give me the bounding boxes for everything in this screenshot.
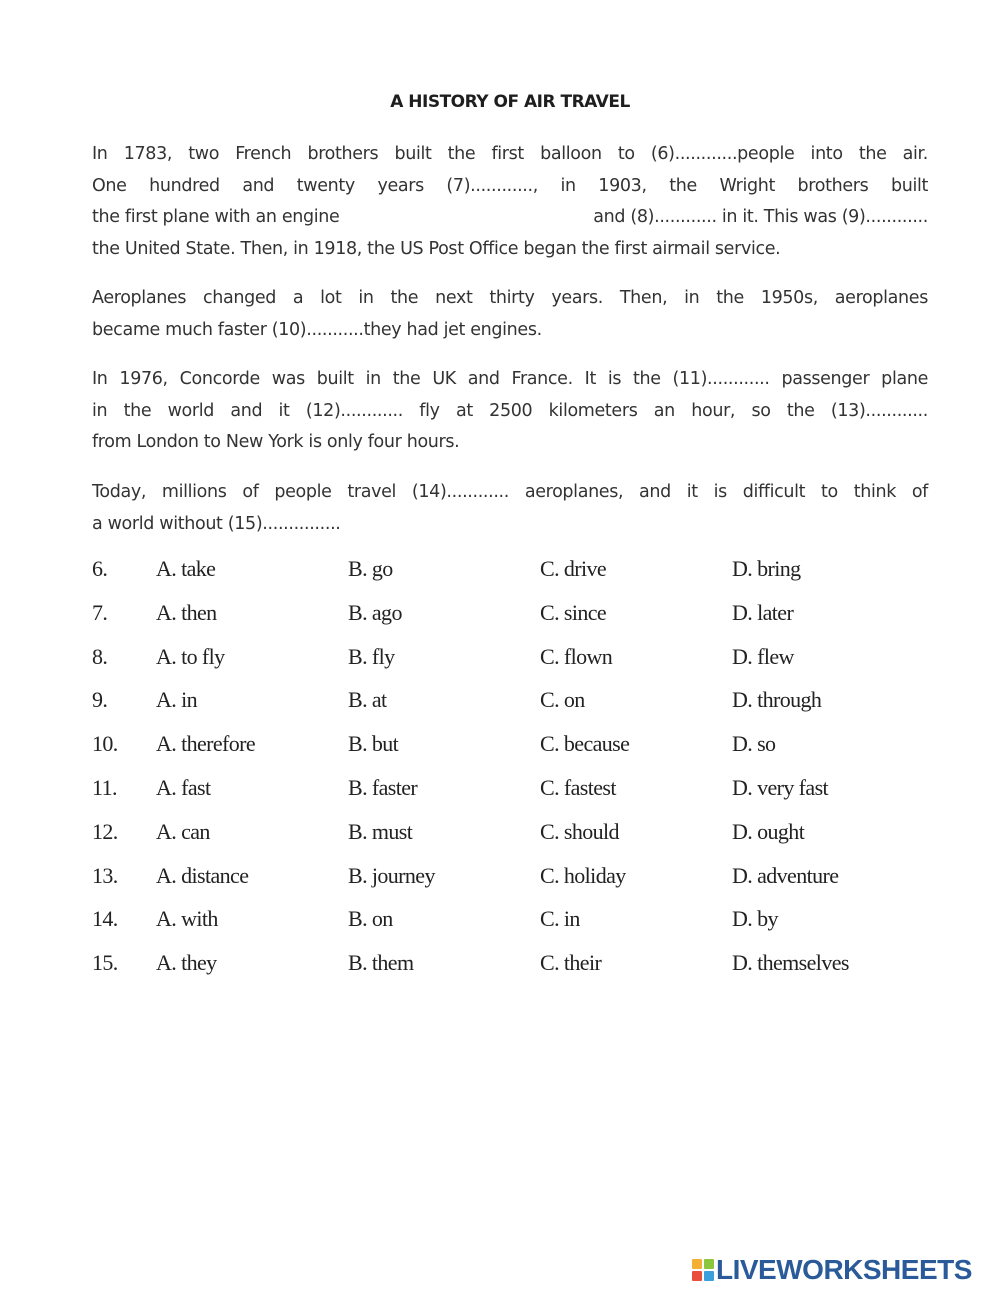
option-d[interactable]: D. so	[732, 731, 776, 757]
question-number: 6.	[92, 556, 108, 581]
question-row	[92, 775, 952, 819]
option-b[interactable]: B. on	[348, 906, 393, 932]
option-a[interactable]: A. distance	[156, 862, 249, 888]
paragraph-3	[92, 364, 928, 459]
paragraph-line: in the world and it (12)............ fly at 2500 kilometers an hour, so the (13)............	[92, 400, 928, 421]
option-c[interactable]: C. since	[540, 599, 607, 625]
option-b[interactable]: B. must	[348, 818, 413, 844]
option-d[interactable]: D. very fast	[732, 774, 829, 800]
paragraph-4	[92, 477, 928, 540]
answer-options	[92, 556, 952, 994]
option-d[interactable]: D. by	[732, 906, 778, 932]
paragraph-line: Today, millions of people travel (14)............ aeroplanes, and it is difficult to think of	[92, 482, 928, 502]
paragraph-line-with-gap	[92, 202, 928, 234]
question-number: 9.	[92, 687, 108, 713]
option-a[interactable]: A. take	[156, 556, 216, 581]
option-c[interactable]: C. holiday	[540, 862, 626, 888]
option-d[interactable]: D. later	[732, 599, 794, 625]
option-b[interactable]: B. journey	[348, 862, 435, 888]
paragraph-line-part: the first plane with an engine	[92, 207, 340, 227]
option-d[interactable]: D. ought	[732, 818, 805, 844]
option-c[interactable]: C. because	[540, 731, 630, 757]
paragraph-2	[92, 283, 928, 346]
page-title: A HISTORY OF AIR TRAVEL	[390, 92, 630, 112]
option-d[interactable]: D. adventure	[732, 862, 839, 888]
option-b[interactable]: B. fly	[348, 643, 395, 669]
question-row	[92, 906, 952, 950]
option-d[interactable]: D. through	[732, 687, 822, 713]
option-a[interactable]: A. then	[156, 599, 217, 625]
question-row	[92, 600, 952, 644]
paragraph-1	[92, 139, 928, 265]
option-b[interactable]: B. at	[348, 687, 387, 713]
option-d[interactable]: D. bring	[732, 556, 801, 581]
option-b[interactable]: B. but	[348, 731, 399, 757]
question-number: 8.	[92, 643, 108, 669]
option-d[interactable]: D. themselves	[732, 950, 849, 976]
liveworksheets-icon	[692, 1259, 714, 1281]
question-number: 7.	[92, 599, 108, 625]
option-c[interactable]: C. fastest	[540, 774, 616, 800]
option-c[interactable]: C. in	[540, 906, 580, 932]
option-a[interactable]: A. with	[156, 906, 218, 932]
question-row	[92, 731, 952, 775]
option-a[interactable]: A. in	[156, 687, 198, 713]
paragraph-line: In 1783, two French brothers built the first balloon to (6)............people into the air.	[92, 144, 928, 164]
question-number: 14.	[92, 906, 118, 932]
option-b[interactable]: B. ago	[348, 599, 402, 625]
option-a[interactable]: A. to fly	[156, 643, 225, 669]
liveworksheets-logo	[692, 1255, 972, 1285]
option-c[interactable]: C. drive	[540, 556, 607, 581]
option-a[interactable]: A. therefore	[156, 731, 256, 757]
paragraph-line: the United State. Then, in 1918, the US Post Office began the first airmail service.	[92, 238, 781, 259]
paragraph-line: a world without (15)...............	[92, 513, 341, 534]
paragraph-line: One hundred and twenty years (7)............, in 1903, the Wright brothers built	[92, 175, 928, 196]
question-number: 13.	[92, 862, 118, 888]
option-c[interactable]: C. should	[540, 818, 619, 844]
option-b[interactable]: B. faster	[348, 774, 418, 800]
paragraph-line: Aeroplanes changed a lot in the next thirty years. Then, in the 1950s, aeroplanes	[92, 288, 928, 308]
question-row	[92, 687, 952, 731]
option-a[interactable]: A. they	[156, 950, 217, 976]
question-row	[92, 819, 952, 863]
option-c[interactable]: C. flown	[540, 643, 613, 669]
question-row	[92, 950, 952, 994]
option-b[interactable]: B. go	[348, 556, 393, 581]
brand-name: LIVEWORKSHEETS	[716, 1254, 972, 1285]
paragraph-line-part: and (8)............ in it. This was (9)............	[593, 207, 928, 227]
question-row	[92, 863, 952, 907]
paragraph-line: became much faster (10)...........they had jet engines.	[92, 319, 542, 340]
option-a[interactable]: A. can	[156, 818, 210, 844]
option-c[interactable]: C. their	[540, 950, 602, 976]
option-d[interactable]: D. flew	[732, 643, 794, 669]
question-number: 12.	[92, 818, 118, 844]
option-a[interactable]: A. fast	[156, 774, 211, 800]
question-row	[92, 644, 952, 688]
question-number: 10.	[92, 731, 118, 757]
question-row	[92, 556, 952, 600]
option-b[interactable]: B. them	[348, 950, 414, 976]
question-number: 11.	[92, 774, 117, 800]
paragraph-line: In 1976, Concorde was built in the UK and France. It is the (11)............ passenger plane	[92, 369, 928, 389]
option-c[interactable]: C. on	[540, 687, 585, 713]
paragraph-line: from London to New York is only four hours.	[92, 432, 460, 452]
question-number: 15.	[92, 950, 118, 976]
